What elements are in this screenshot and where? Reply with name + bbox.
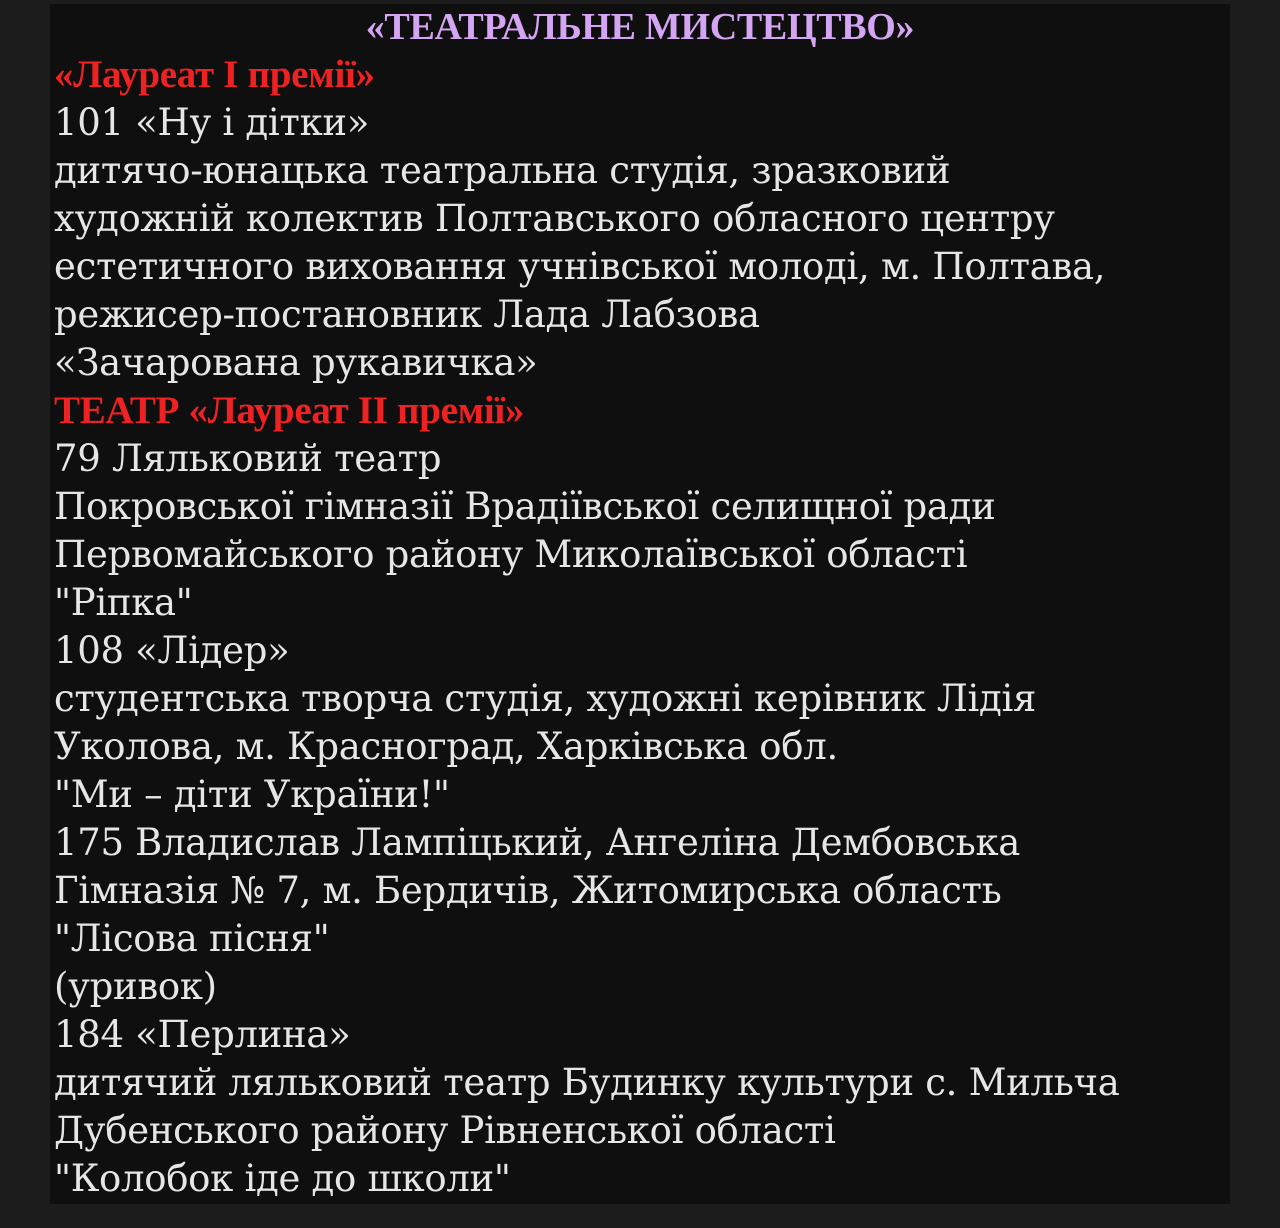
award-heading-second-prize: ТЕАТР «Лауреат ІІ премії» <box>54 389 525 432</box>
entry-line: «Зачарована рукавичка» <box>54 341 538 384</box>
entry-line: Дубенського району Рівненської області <box>54 1109 836 1152</box>
entry-line: 101 «Ну і дітки» <box>54 101 370 144</box>
entry-line: 79 Ляльковий театр <box>54 437 442 480</box>
entry-line: студентська творча студія, художні керівник Лідія <box>54 677 1037 720</box>
entry-line: "Колобок іде до школи" <box>54 1157 511 1200</box>
document-title: «ТЕАТРАЛЬНЕ МИСТЕЦТВО» <box>365 6 915 48</box>
entry-line: режисер-постановник Лада Лабзова <box>54 293 760 336</box>
entry-line: (уривок) <box>54 965 217 1008</box>
entry-line: Покровської гімназії Врадіївської селищної ради <box>54 485 996 528</box>
entry-line: "Ми – діти України!" <box>54 773 450 816</box>
document <box>54 6 1244 1206</box>
entry-line: "Ріпка" <box>54 581 193 624</box>
entry-line: "Лісова пісня" <box>54 917 330 960</box>
entry-line: 108 «Лідер» <box>54 629 290 672</box>
entry-line: художній колектив Полтавського обласного центру <box>54 197 1055 240</box>
entry-line: Первомайського району Миколаївської області <box>54 533 968 576</box>
entry-line: дитячий ляльковий театр Будинку культури с. Мильча <box>54 1061 1120 1104</box>
entry-line: 184 «Перлина» <box>54 1013 351 1056</box>
entry-line: Уколова, м. Красноград, Харківська обл. <box>54 725 838 768</box>
entry-line: естетичного виховання учнівської молоді, м. Полтава, <box>54 245 1106 288</box>
award-heading-first-prize: «Лауреат І премії» <box>54 53 375 96</box>
entry-line: Гімназія № 7, м. Бердичів, Житомирська область <box>54 869 1002 912</box>
entry-line: дитячо-юнацька театральна студія, зразковий <box>54 149 951 192</box>
entry-line: 175 Владислав Лампіцький, Ангеліна Дембовська <box>54 821 1021 864</box>
